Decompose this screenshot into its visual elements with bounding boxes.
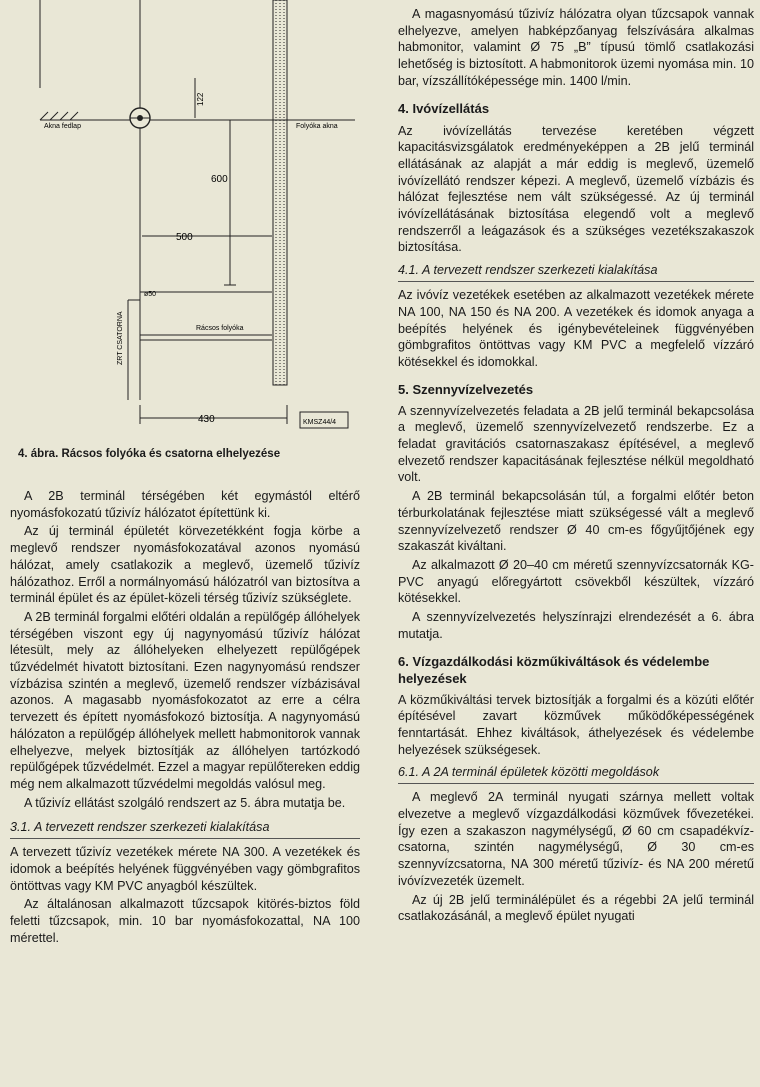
paragraph: A 2B terminál bekapcsolásán túl, a forgalmi előtér beton térburkolatának fejlesztése miatt szükségessé vált a meglevő szennyvízelvezető rendszer Ø 40 cm-es főgyűjtőjének egy szakaszát kiváltani. xyxy=(398,489,754,554)
label-dim-122: 122 xyxy=(196,92,205,106)
paragraph: A tervezett tűzivíz vezetékek mérete NA 300. A vezetékek és idomok a beépítés helyének függvényében vagy gömbgrafitos öntöttvas vagy KM PVC anyagból készültek. xyxy=(10,845,360,893)
section-heading: 6. Vízgazdálkodási közműkiváltások és védelembe helyezések xyxy=(398,653,710,686)
heading-rule xyxy=(398,783,754,784)
figure-caption: 4. ábra. Rácsos folyóka és csatorna elhelyezése xyxy=(18,448,281,460)
section-heading: 3.1. A tervezett rendszer szerkezeti kialakítása xyxy=(10,820,270,835)
figure-drawing xyxy=(0,0,360,440)
paragraph: A 2B terminál forgalmi előtéri oldalán a repülőgép állóhelyek térségében viszont egy új nagynyomású tűzivíz hálózat létesült, mely az állóhelyeken elhelyezett repülőgépek tűzvédelmét hivatott biztosítani. Ezen nagynyomású rendszer vízbázisa szintén a meglevő, üzemelő rendszer vízbázisával azonos. A magasabb nyomásfokozatot az erre a célra tervezett és épített nyomásfokozó biztosítja. A nagynyomású hálózaton a repülőgép állóhelyek mellett habmonitorok vannak elhelyezve, melyek biztosítják az állóhelyen tartózkodó repülőgépek tűzvédelmét. Ezzel a magyar repülőtereken eddig még nem alkalmazott tűzvédelmi megoldás valósul meg. xyxy=(10,609,360,791)
heading-rule xyxy=(398,281,754,282)
paragraph: A meglevő 2A terminál nyugati szárnya mellett voltak elvezetve a meglevő vízgazdálkodási közművek fővezetékei. Így ezen a szakaszon nagymélységű, Ø 60 cm csapadékvíz-csatorna, szintén nagymélységű, Ø 30 cm-es szennyvízcsatorna, NA 300 méretű tűzivíz- és NA 200 méretű ivóvízvezeték üzemelt. xyxy=(398,790,754,888)
right-column xyxy=(398,6,754,927)
paragraph: A tűzivíz ellátást szolgáló rendszert az 5. ábra mutatja be. xyxy=(24,795,346,810)
paragraph: A szennyvízelvezetés helyszínrajzi elrendezését a 6. ábra mutatja. xyxy=(398,610,754,641)
section-heading: 6.1. A 2A terminál épületek közötti megoldások xyxy=(398,765,660,780)
label-zrt-csatorna: ZRT CSATORNA xyxy=(117,311,124,365)
section-heading: 4.1. A tervezett rendszer szerkezeti kialakítása xyxy=(398,263,658,278)
section-heading: 4. Ivóvízellátás xyxy=(398,100,490,116)
paragraph: Az új 2B jelű terminálépület és a régebbi 2A jelű terminál csatlakozásánál, a meglevő épület nyugati xyxy=(398,892,754,924)
paragraph: A magasnyomású tűzivíz hálózatra olyan tűzcsapok vannak elhelyezve, amelyen habképzőanyag felszívására alkalmas habmonitor, valamint Ø 75 „B” típusú tömlő csatlakozási lehetőség is biztosított. A habmonitorok üzemi nyomása min. 10 bar, vízszállítóképessége min. 1400 l/min. xyxy=(398,7,754,88)
paragraph: Az ivóvíz vezetékek esetében az alkalmazott vezetékek mérete NA 100, NA 150 és NA 200. A vezetékek és idomok anyaga a beépítés helyének és igénybevételeinek függvényében gömbgrafitos öntöttvas vagy KM PVC a megfelelő vízzáró kötésekkel és idomokkal. xyxy=(398,288,754,369)
label-dim-50: ø50 xyxy=(144,291,157,298)
label-dim-500: 500 xyxy=(176,232,193,243)
paragraph: Az alkalmazott Ø 20–40 cm méretű szennyvízcsatornák KG-PVC anyagú előregyártott csövekből készültek, vízzáró kötésekkel. xyxy=(398,557,754,606)
label-dim-600: 600 xyxy=(211,174,228,185)
section-heading: 5. Szennyvízelvezetés xyxy=(398,381,534,397)
label-figure-code: KMSZ44/4 xyxy=(303,419,337,426)
paragraph: Az ivóvízellátás tervezése keretében végzett kapacitásvizsgálatok eredményeképpen a 2B jelű terminál ellátásának az alapját a már eddig is meglevő, üzemelő ivóvízellátó rendszer képezi. A meglevő, üzemelő vízbázis és hálózat fejlesztése nem vált szükségessé. Az új terminál ivóvízellátásának biztosítása elegendő volt a meglevő rendszerről a leágazások és a szükséges vezetékszakaszok biztosítása. xyxy=(398,123,754,255)
paragraph: Az új terminál épületét körvezetékként fogja körbe a meglevő rendszer nyomásfokozatával azonos nyomású hálózat, amely csatlakozik a meglevő, üzemelő tűzivíz hálózathoz. Erről a normálnyomású hálózatról van biztosítva a terminál épület és az épület-közeli térség tűzivíz szükséglete. xyxy=(10,524,360,606)
label-dim-430: 430 xyxy=(198,414,215,425)
heading-rule xyxy=(10,838,360,839)
paragraph: Az általánosan alkalmazott tűzcsapok kitörés-biztos föld feletti tűzcsapok, min. 10 bar nyomásfokozattal, NA 100 mérettel. xyxy=(10,897,360,945)
label-akna-fedlap: Akna fedlap xyxy=(44,123,81,130)
label-folyoka-akna: Folyóka akna xyxy=(296,123,338,130)
paragraph: A közműkiváltási tervek biztosítják a forgalmi és a közúti előtér építésével zavart közművek működőképességének fenntartását. Ehhez kiváltások, áthelyezések és védelembe helyezések szükségesek. xyxy=(398,692,754,757)
left-column xyxy=(10,488,360,949)
paragraph: A szennyvízelvezetés feladata a 2B jelű terminál bekapcsolása a meglevő, üzemelő szennyvízelvezető rendszerbe. Ez a feladat gravitációs csatornaszakasz építésével, a meglevő elvezető rendszer kapacitásának fejlesztése nélkül megoldható volt. xyxy=(398,403,754,485)
paragraph: A 2B terminál térségében két egymástól eltérő nyomásfokozatú tűzivíz hálózatot építettünk ki. xyxy=(10,489,360,520)
label-racsos-folyoka: Rácsos folyóka xyxy=(196,325,244,332)
